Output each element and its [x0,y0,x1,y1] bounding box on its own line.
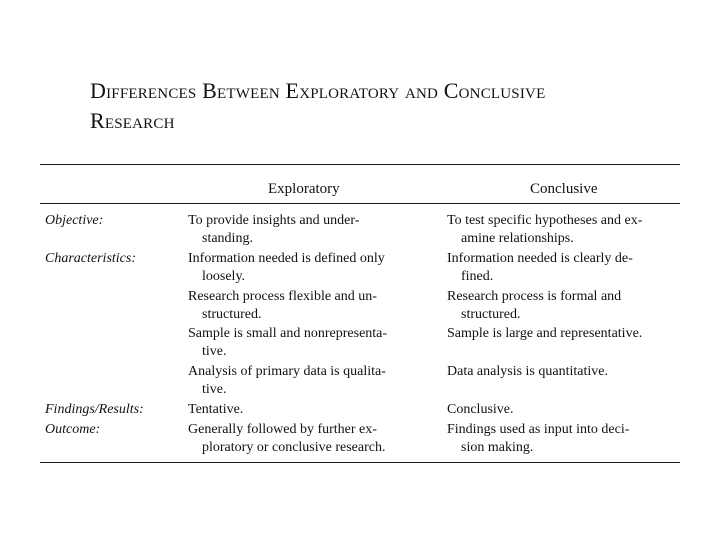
characteristics-exploratory-4 [188,363,386,398]
objective-exploratory [188,212,359,247]
title-line-1: Differences Between Exploratory and Conclusive [90,78,546,103]
text-line: amine relationships. [461,230,574,246]
page-title [90,76,690,136]
characteristics-conclusive-3 [447,325,642,343]
characteristics-conclusive-2 [447,288,621,323]
text-line: Data analysis is quantitative. [447,364,608,379]
table-top-rule [40,164,680,165]
row-label-findings-results: Findings/Results: [45,402,144,417]
text-line: tive. [202,381,227,397]
text-line: Information needed is defined only [188,251,385,266]
column-header-conclusive: Conclusive [530,181,598,197]
findings-conclusive [447,401,514,419]
text-line: To test specific hypotheses and ex- [447,213,643,228]
outcome-conclusive [447,421,629,456]
text-line: Research process flexible and un- [188,289,377,304]
text-line: Analysis of primary data is qualita- [188,364,386,379]
characteristics-exploratory-3 [188,325,387,360]
column-header-exploratory: Exploratory [268,181,340,197]
outcome-exploratory [188,421,385,456]
text-line: Sample is large and representative. [447,326,643,341]
row-label-outcome: Outcome: [45,422,101,437]
text-line: tive. [202,343,227,359]
text-line: structured. [202,306,262,322]
characteristics-conclusive-1 [447,250,633,285]
text-line: Sample is small and nonrepresenta- [188,326,388,341]
findings-exploratory [188,401,243,419]
characteristics-exploratory-1 [188,250,385,285]
text-line: Conclusive. [447,402,514,417]
text-line: structured. [461,306,521,322]
header-rule [40,203,680,204]
text-line: Research process is formal and [447,289,622,304]
text-line: standing. [202,230,253,246]
table-bottom-rule [40,462,680,463]
text-line: Findings used as input into deci- [447,422,630,437]
characteristics-conclusive-4 [447,363,608,381]
row-label-objective: Objective: [45,213,104,228]
text-line: Tentative. [188,402,244,417]
characteristics-exploratory-2 [188,288,377,323]
text-line: Generally followed by further ex- [188,422,377,437]
objective-conclusive [447,212,642,247]
text-line: fined. [461,268,494,284]
row-label-characteristics: Characteristics: [45,251,136,266]
text-line: ploratory or conclusive research. [202,439,386,455]
text-line: sion making. [461,439,534,455]
text-line: Information needed is clearly de- [447,251,633,266]
text-line: loosely. [202,268,246,284]
title-line-2: Research [90,108,175,133]
text-line: To provide insights and under- [188,213,360,228]
